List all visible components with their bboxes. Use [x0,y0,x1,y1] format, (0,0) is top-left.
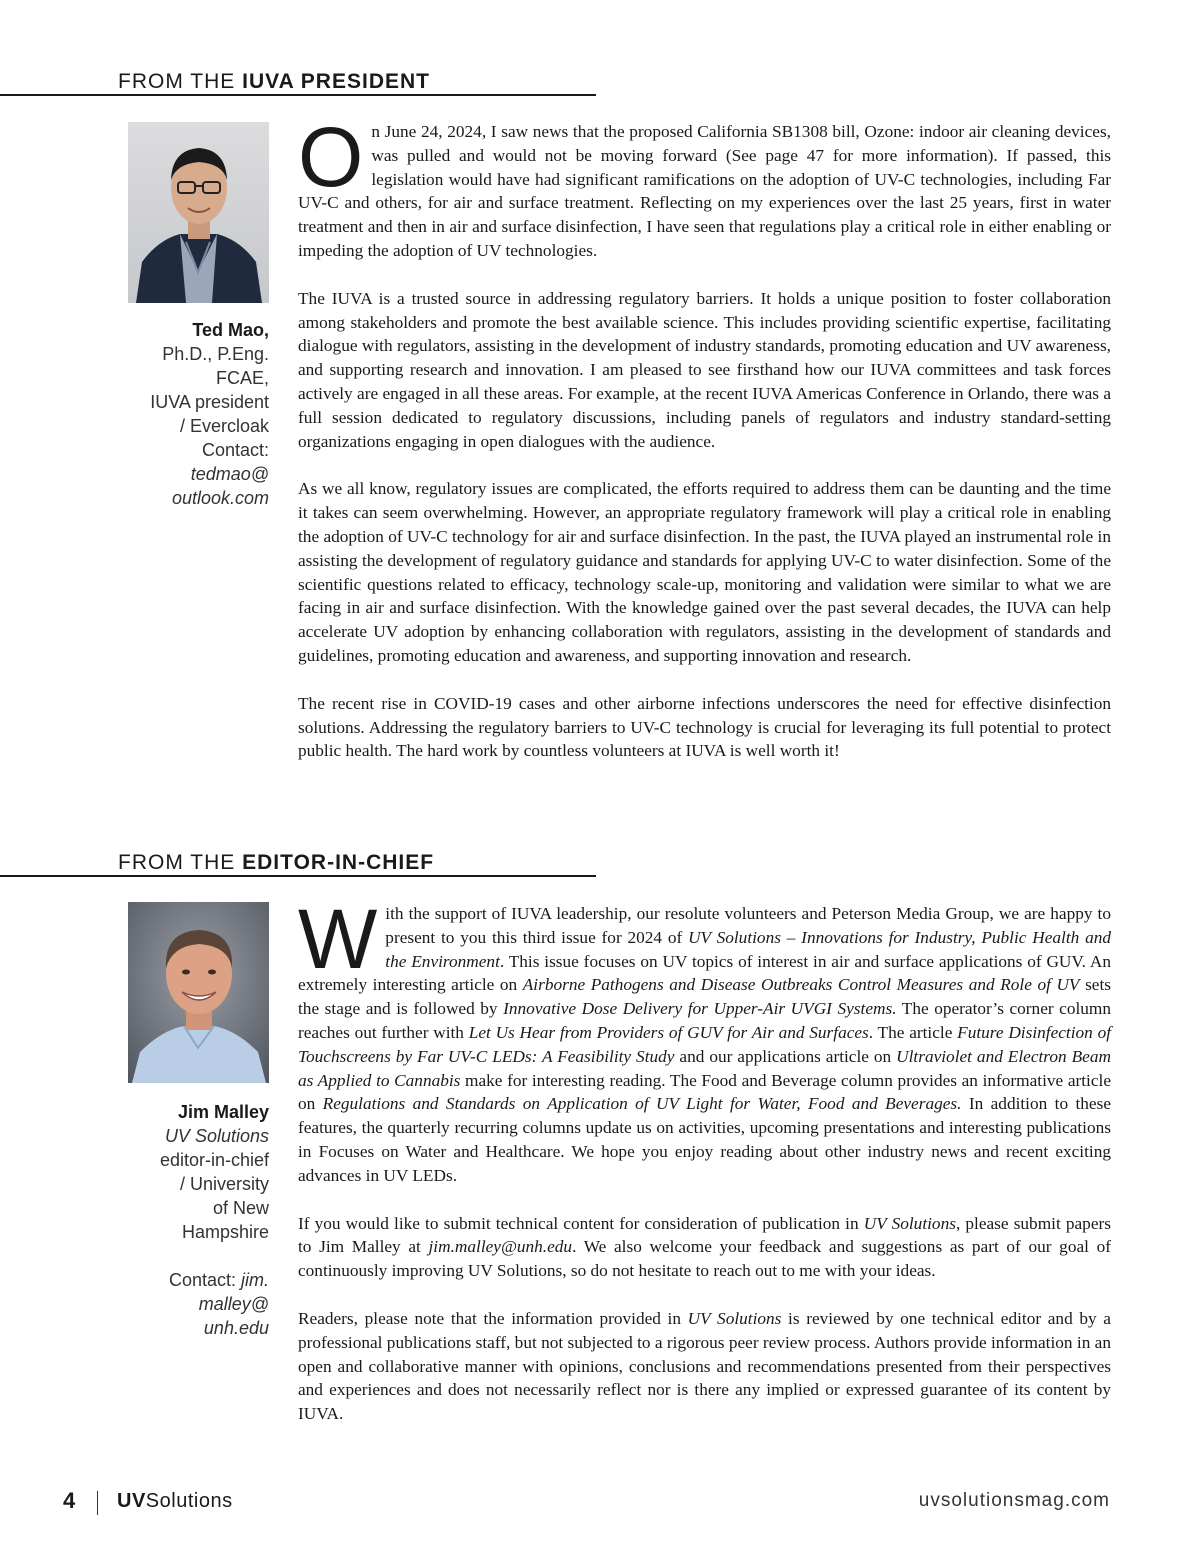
editor-paragraph-2 [298,1212,1111,1283]
editor-email-line-1[interactable]: jim. [241,1270,269,1290]
president-portrait-image [128,122,269,303]
editor-header-prefix: FROM THE [118,851,243,874]
page-footer [0,1488,1200,1518]
text-run: , please submit papers to Jim Malley at [298,1213,1111,1257]
text-run: The operator’s corner column reaches out further with [298,999,1112,1042]
italic-title-run: Ultraviolet and Electron Beam as Applied to Cannabis [298,1046,1111,1090]
editor-email-line-2[interactable]: malley@ [198,1294,269,1314]
text-run: . The article [868,1022,958,1042]
italic-title-run: Innovative Dose Delivery for Upper-Air UVGI Systems. [503,999,897,1019]
editor-role-line-3: of New [212,1198,269,1218]
editor-paragraph-1-text [298,892,1112,1185]
editor-portrait-image [128,902,269,1083]
italic-title-run: Let Us Hear from Providers of GUV for Air and Surfaces [468,1022,869,1042]
editor-photo [128,902,269,1083]
editor-paragraph-3-text [298,1309,1111,1423]
editor-header-title: EDITOR-IN-CHIEF [242,851,435,874]
text-run: Readers, please note that the information provided in [298,1308,688,1328]
editor-name: Jim Malley [177,1102,269,1122]
editor-section-header [0,851,596,877]
page-number: 4 [63,1488,76,1513]
president-letter [298,110,1111,787]
president-section-header [0,70,596,96]
text-run: sets the stage and is followed by [298,975,1111,1019]
president-sidebar [100,318,269,510]
italic-title-run: UV Solutions [863,1213,956,1233]
president-email-line-2[interactable]: outlook.com [171,488,269,508]
president-paragraph-3: As we all know, regulatory issues are complicated, the efforts required to address them can be daunting and the time it takes can seem overwhelming. However, an appropriate regulatory framework will play a critical role in enabling the adoption of UV-C technology for air and surface disinfection. In the past, the IUVA played an instrumental role in assisting the development of regulatory guidance and standards for applying UV-C to water disinfection. Some of the scientific questions related to efficacy, technology scale-up, monitoring and validation were similar to what we are facing in air and surface disinfection. With the knowledge gained over the past several decades, the IUVA can help accelerate UV adoption by enhancing collaboration with regulators, assisting in the development of standards and guidelines, promoting education and awareness, and supporting innovation and research. [298,479,1111,665]
italic-title-run: Future Disinfection of Touchscreens by Far UV-C LEDs: A Feasibility Study [298,1022,1112,1066]
text-run: . We also welcome your feedback and suggestions as part of our goal of continuously improving UV Solutions, so do not hesitate to reach out to me with your ideas. [298,1237,1111,1281]
text-run: . This issue focuses on UV topics of interest in air and surface applications of GUV. An extremely interesting article on [298,951,1111,995]
text-run: ith the support of IUVA leadership, our resolute volunteers and Peterson Media Group, we are happy to present to you this third issue for 2024 of [385,904,1111,947]
editor-role-line-2: / University [179,1174,269,1194]
president-email-line-1[interactable]: tedmao@ [190,464,269,484]
editor-paragraph-3 [298,1307,1111,1426]
president-credential-3: IUVA president [150,392,269,412]
italic-title-run: UV Solutions – Innovations for Industry, Public Health and the Environment [385,927,1111,971]
italic-title-run: UV Solutions [687,1308,782,1328]
editor-sidebar [100,1100,269,1340]
italic-title-run: jim.malley@unh.edu [428,1237,573,1257]
president-name: Ted Mao, [192,320,269,340]
editor-role-magazine: UV Solutions [164,1126,269,1146]
editor-email-line-3[interactable]: unh.edu [203,1318,269,1338]
editor-dropcap: W [298,892,378,986]
italic-title-run: Airborne Pathogens and Disease Outbreaks Control Measures and Role of UV [522,975,1080,995]
president-dropcap: O [298,110,364,204]
president-paragraph-4: The recent rise in COVID-19 cases and other airborne infections underscores the need for effective disinfection solutions. Addressing the regulatory barriers to UV-C technology is crucial for leveraging its full potential to protect public health. The hard work by countless volunteers at IUVA is well worth it! [298,693,1111,761]
text-run: If you would like to submit technical content for consideration of publication in [298,1213,864,1233]
editor-role-line-1: editor-in-chief [159,1150,269,1170]
president-credential-4: / Evercloak [179,416,269,436]
brand-rest: Solutions [145,1490,233,1512]
brand-bold: UV [117,1490,146,1512]
editor-contact-label: Contact: [168,1270,241,1290]
president-header-title: IUVA PRESIDENT [242,70,430,93]
president-credential-2: FCAE, [215,368,269,388]
website-url[interactable]: uvsolutionsmag.com [918,1490,1110,1511]
footer-divider [97,1491,98,1515]
magazine-brand [117,1490,233,1513]
president-header-prefix: FROM THE [118,70,243,93]
text-run: make for interesting reading. The Food and Beverage column provides an informative article on [298,1070,1111,1114]
editor-letter [298,892,1112,1450]
president-contact-label: Contact: [201,440,269,460]
text-run: and our applications article on [674,1046,897,1066]
president-paragraph-2: The IUVA is a trusted source in addressing regulatory barriers. It holds a unique position to foster collaboration among stakeholders and promote the best available science. This includes providing scientific expertise, facilitating dialogue with regulators, assisting in the development of industry standards, promoting education and UV awareness, and supporting research and innovation. I am pleased to see firsthand how our IUVA committees and task forces actively are engaged in all these areas. For example, at the recent IUVA Americas Conference in Orlando, there was a full session dedicated to regulatory discussions, including panels of regulators and industry standard-setting organizations engaging in open dialogues with the audience. [298,288,1111,451]
text-run: is reviewed by one technical editor and by a professional publications staff, but not subjected to a rigorous peer review process. Authors provide information in an open and collaborative manner with opinions, conclusions and recommendations presented from their perspectives and experiences and does not necessarily reflect nor is there any implied or expressed guarantee of its content by IUVA. [298,1308,1111,1424]
editor-paragraph-1 [298,892,1112,1188]
president-paragraph-1-text: n June 24, 2024, I saw news that the proposed California SB1308 bill, Ozone: indoor air cleaning devices, was pulled and would not be moving forward (See page 47 for more information). If passed, this legislation would have had significant ramifications on the adoption of UV-C technologies, including Far UV-C and others, for air and surface treatment. Reflecting on my experiences over the last 25 years, first in water treatment and then in air and surface disinfection, I have seen that regulations play a critical role in either enabling or impeding the adoption of UV technologies. [298,122,1111,260]
president-photo [128,122,269,303]
president-credential-1: Ph.D., P.Eng. [162,344,269,364]
editor-role-line-4: Hampshire [181,1222,269,1242]
editor-paragraph-2-text [298,1214,1111,1281]
text-run: In addition to these features, the quarterly recurring columns update us on activities, upcoming presentations and interesting publications in Focuses on Water and Healthcare. We hope you enjoy reading about other industry news and recent exciting advances in UV LEDs. [298,1094,1111,1185]
president-paragraph-1 [298,110,1111,263]
italic-title-run: Regulations and Standards on Application of UV Light for Water, Food and Beverages. [322,1094,962,1114]
